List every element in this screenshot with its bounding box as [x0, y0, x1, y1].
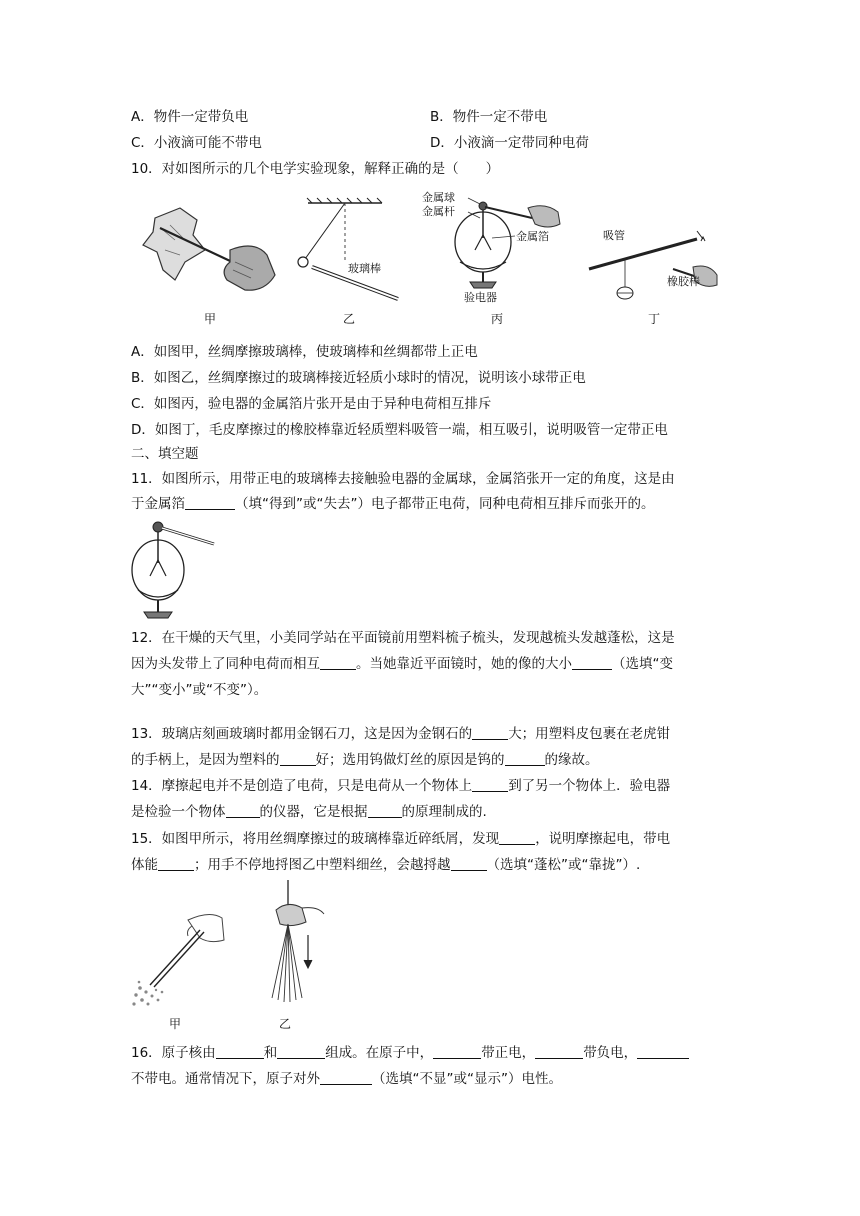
- q15-text-a: 15．如图甲所示，将用丝绸摩擦过的玻璃棒靠近碎纸屑，发现: [131, 831, 500, 847]
- q14-blank-2[interactable]: [226, 803, 260, 818]
- q12-text-b: 。当她靠近平面镜时，她的像的大小: [356, 656, 572, 672]
- q15-line1: [131, 829, 670, 849]
- q12-line1: 12．在干燥的天气里，小美同学站在平面镜前用塑料梳子梳头，发现越梳头发越蓬松，这是: [131, 630, 675, 646]
- q14-blank-3[interactable]: [368, 803, 402, 818]
- q12-blank-1[interactable]: [320, 655, 356, 670]
- q16-text-d: 带正电，: [481, 1045, 536, 1061]
- label-electroscope: 验电器: [464, 291, 497, 304]
- q13-text-d: 好；选用钨做灯丝的原因是钨的: [315, 752, 505, 768]
- q15-blank-2[interactable]: [158, 856, 194, 871]
- q13-line1: [131, 724, 670, 744]
- q14-blank-1[interactable]: [472, 777, 508, 792]
- q15-line2: [131, 855, 640, 875]
- q10-caption-bing: 丙: [491, 312, 504, 326]
- q15-text-d: ；用手不停地捋图乙中塑料细丝，会越捋越: [194, 857, 451, 873]
- q14-line2: [131, 802, 487, 822]
- q12-text-a: 因为头发带上了同种电荷而相互: [131, 656, 320, 672]
- label-metal-ball: 金属球: [422, 191, 455, 204]
- q15-blank-3[interactable]: [451, 856, 487, 871]
- q11-text-b: （填“得到”或“失去”）电子都带正电荷，同种电荷相互排斥而张开的。: [235, 496, 655, 512]
- q15-text-b: ，说明摩擦起电，带电: [535, 831, 671, 847]
- q13-blank-1[interactable]: [472, 725, 508, 740]
- q13-line2: [131, 750, 599, 770]
- q10-option-b: B．如图乙，丝绸摩擦过的玻璃棒接近轻质小球时的情况，说明该小球带正电: [131, 370, 586, 386]
- figure-q15-jia-glass-rod-paper: [130, 900, 230, 1010]
- q13-text-a: 13．玻璃店刻画玻璃时都用金钢石刀，这是因为金钢石的: [131, 726, 473, 742]
- q16-blank-5[interactable]: [637, 1044, 689, 1059]
- q12-line3: 大”“变小”或“不变”）。: [131, 682, 268, 698]
- q16-text-f: 不带电。通常情况下，原子对外: [131, 1071, 320, 1087]
- q10-caption-jia: 甲: [204, 312, 217, 326]
- q14-text-e: 的原理制成的.: [401, 804, 487, 820]
- q15-text-c: 体能: [131, 857, 158, 873]
- q10-option-c: C．如图丙，验电器的金属箔片张开是由于异种电荷相互排斥: [131, 396, 492, 412]
- q15-text-e: （选填“蓬松”或“靠拢”）.: [486, 857, 641, 873]
- q14-text-d: 的仪器，它是根据: [259, 804, 368, 820]
- label-straw: 吸管: [603, 229, 625, 242]
- q14-text-a: 14．摩擦起电并不是创造了电荷，只是电荷从一个物体上: [131, 778, 473, 794]
- q13-text-b: 大；用塑料皮包裹在老虎钳: [508, 726, 671, 742]
- q16-blank-4[interactable]: [535, 1044, 583, 1059]
- q15-blank-1[interactable]: [499, 830, 535, 845]
- figure-yi-hanging-ball: [290, 195, 405, 305]
- figure-bing-electroscope: [420, 190, 565, 305]
- q14-line1: [131, 776, 670, 796]
- q13-blank-3[interactable]: [505, 751, 545, 766]
- q13-text-e: 的缘故。: [544, 752, 599, 768]
- q9-option-b: B．物件一定不带电: [430, 109, 548, 125]
- figure-jia-silk-glass-rod: [135, 200, 280, 300]
- q16-text-g: （选填“不显”或“显示”）电性。: [372, 1071, 562, 1087]
- q10-stem: 10．对如图所示的几个电学实验现象，解释正确的是（ ）: [131, 161, 500, 177]
- q16-blank-6[interactable]: [320, 1070, 372, 1085]
- label-glass-rod: 玻璃棒: [348, 262, 381, 275]
- figure-q15-yi-plastic-strings: [258, 880, 338, 1010]
- q16-blank-3[interactable]: [433, 1044, 481, 1059]
- q15-caption-yi: 乙: [279, 1017, 292, 1031]
- q11-text-a: 于金属箔: [131, 496, 185, 512]
- q11-line2: [131, 494, 654, 514]
- section-fill-in-blank-heading: 二、填空题: [131, 446, 199, 462]
- q16-blank-2[interactable]: [277, 1044, 325, 1059]
- q16-text-b: 和: [263, 1045, 278, 1061]
- label-metal-foil: 金属箔: [516, 230, 549, 243]
- q12-text-c: （选填“变: [612, 656, 673, 672]
- q16-line2: [131, 1069, 562, 1089]
- q11-blank-1[interactable]: [185, 495, 235, 510]
- q10-option-d: D．如图丁，毛皮摩擦过的橡胶棒靠近轻质塑料吸管一端，相互吸引，说明吸管一定带正电: [131, 422, 668, 438]
- q9-option-d: D．小液滴一定带同种电荷: [430, 135, 589, 151]
- q15-caption-jia: 甲: [169, 1017, 182, 1031]
- q14-text-c: 是检验一个物体: [131, 804, 226, 820]
- label-rubber-rod: 橡胶棒: [667, 275, 700, 288]
- figure-ding-straw-rubber-rod: [585, 225, 720, 305]
- q16-text-a: 16．原子核由: [131, 1045, 216, 1061]
- q16-text-e: 带负电，: [583, 1045, 638, 1061]
- q11-line1: 11．如图所示，用带正电的玻璃棒去接触验电器的金属球，金属箔张开一定的角度，这是由: [131, 471, 675, 487]
- q16-blank-1[interactable]: [216, 1044, 264, 1059]
- q9-option-a: A．物件一定带负电: [131, 109, 249, 125]
- q16-line1: [131, 1043, 689, 1063]
- q12-blank-2[interactable]: [572, 655, 612, 670]
- q10-caption-ding: 丁: [648, 312, 661, 326]
- q14-text-b: 到了另一个物体上．验电器: [508, 778, 671, 794]
- q12-line2: [131, 654, 673, 674]
- q9-option-c: C．小液滴可能不带电: [131, 135, 262, 151]
- label-metal-rod: 金属杆: [422, 205, 455, 218]
- q13-blank-2[interactable]: [280, 751, 316, 766]
- q10-caption-yi: 乙: [343, 312, 356, 326]
- q13-text-c: 的手柄上，是因为塑料的: [131, 752, 280, 768]
- q10-option-a: A．如图甲，丝绸摩擦玻璃棒，使玻璃棒和丝绸都带上正电: [131, 344, 478, 360]
- q16-text-c: 组成。在原子中，: [325, 1045, 434, 1061]
- figure-q11-electroscope: [130, 518, 220, 622]
